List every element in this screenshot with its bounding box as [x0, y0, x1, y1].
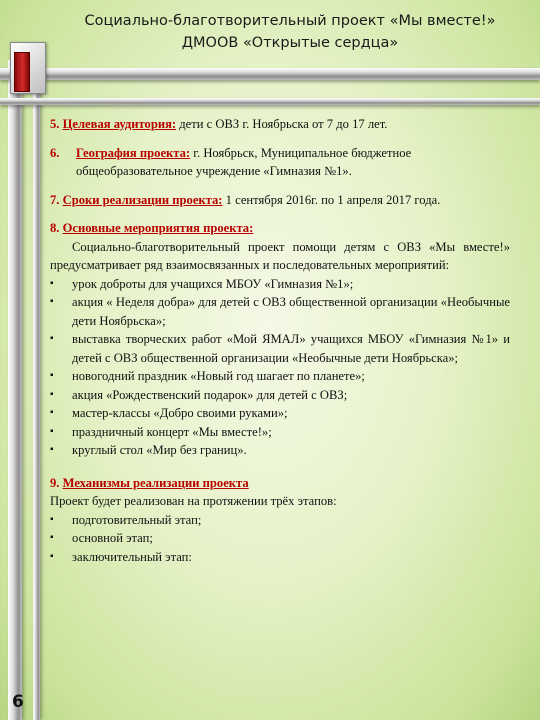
title-line-1: Социально-благотворительный проект «Мы вместе!»	[84, 13, 496, 29]
section-timeline	[50, 191, 510, 210]
list-item: ▪ новогодний праздник «Новый год шагает по планете»;	[50, 367, 510, 386]
section-label: Механизмы реализации проекта	[62, 475, 249, 490]
list-item: ▪ акция « Неделя добра» для детей с ОВЗ общественной организации «Необычные дети Ноябрьска»;	[50, 293, 510, 330]
section-text: г. Ноябрьск, Муниципальное бюджетное общеобразовательное учреждение «Гимназия №1».	[76, 145, 412, 178]
section-target-audience	[50, 115, 510, 134]
section-number: 8.	[50, 221, 60, 235]
top-decorative-bar-lower	[0, 98, 540, 105]
section-number: 7.	[50, 192, 60, 207]
document-body	[50, 115, 510, 576]
section-text: 1 сентября 2016г. по 1 апреля 2017 года.	[222, 192, 441, 207]
list-item: ▪ мастер-классы «Добро своими руками»;	[50, 404, 510, 423]
list-item: ▪ заключительный этап:	[50, 548, 510, 567]
list-item: ▪ основной этап;	[50, 529, 510, 548]
section-main-activities	[50, 219, 510, 460]
page-number: 6	[12, 692, 24, 712]
section-text: дети с ОВЗ г. Ноябрьска от 7 до 17 лет.	[176, 117, 388, 131]
list-item: ▪ урок доброты для учащихся МБОУ «Гимназия №1»;	[50, 275, 510, 294]
section-number: 9.	[50, 475, 60, 490]
stages-list	[50, 511, 510, 567]
section-label: Целевая аудитория:	[62, 117, 177, 131]
section-number: 5.	[50, 117, 60, 131]
section-geography	[50, 144, 510, 181]
list-item: ▪ выставка творческих работ «Мой ЯМАЛ» учащихся МБОУ «Гимназия №1» и детей с ОВЗ общественной организации «Необычные дети Ноябрьска»;	[50, 330, 510, 367]
section-label: Основные мероприятия проекта:	[62, 221, 254, 235]
list-item: ▪ круглый стол «Мир без границ».	[50, 441, 510, 460]
section-label: Сроки реализации проекта:	[62, 192, 223, 207]
list-item: ▪ подготовительный этап;	[50, 511, 510, 530]
section-mechanisms	[50, 474, 510, 567]
section-intro: Проект будет реализован на протяжении трёх этапов:	[50, 494, 337, 508]
activities-list	[50, 275, 510, 460]
left-decorative-bar-inner	[33, 60, 40, 720]
section-intro: Социально-благотворительный проект помощи детям с ОВЗ «Мы вместе!» предусматривает ряд взаимосвязанных и последовательных мероприятий:	[50, 239, 510, 272]
page-title	[60, 10, 520, 54]
title-line-2: ДМООВ «Открытые сердца»	[181, 35, 399, 51]
section-number: 6.	[50, 145, 60, 160]
decorative-red-block	[14, 52, 30, 92]
left-decorative-bar	[8, 60, 22, 720]
list-item: ▪ акция «Рождественский подарок» для детей с ОВЗ;	[50, 386, 510, 405]
section-label: География проекта:	[76, 145, 191, 160]
list-item: ▪ праздничный концерт «Мы вместе!»;	[50, 423, 510, 442]
top-decorative-bar	[0, 68, 540, 80]
